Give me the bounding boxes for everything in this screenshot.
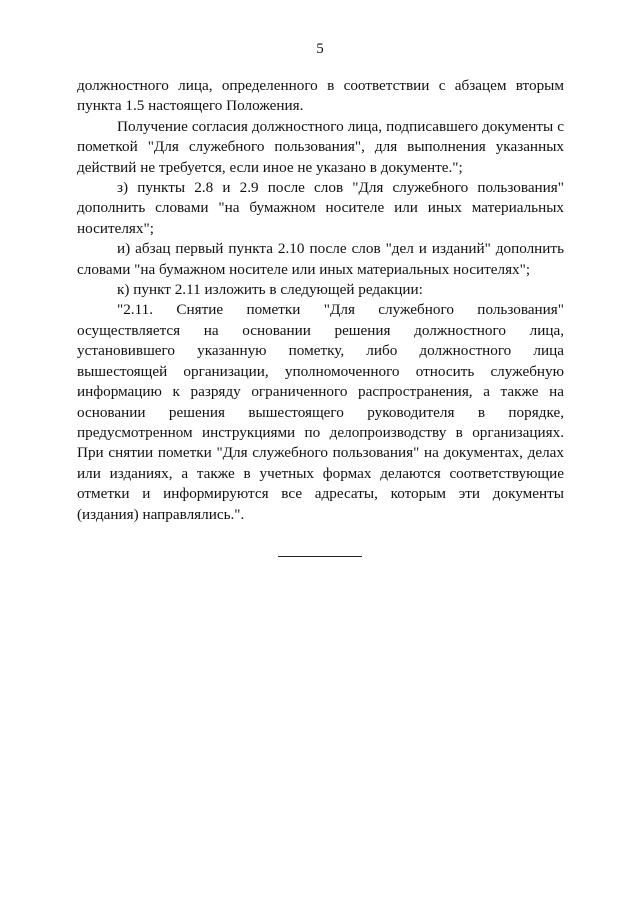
paragraph-item-z: з) пункты 2.8 и 2.9 после слов "Для служебного пользования" дополнить словами "на бумажном носителе или иных материальных носителях"; [77, 179, 564, 237]
document-body [77, 76, 564, 525]
paragraph-consent-note: Получение согласия должностного лица, подписавшего документы с пометкой "Для служебного пользования", для выполнения указанных действий не требуется, если иное не указано в документе."; [77, 117, 564, 176]
paragraph-item-k: к) пункт 2.11 изложить в следующей редакции: [117, 281, 423, 299]
page-number: 5 [316, 41, 324, 57]
paragraph-continuation: должностного лица, определенного в соответствии с абзацем вторым пункта 1.5 настоящего Положения. [77, 77, 564, 115]
paragraph-clause-2-11: "2.11. Снятие пометки "Для служебного пользования" осуществляется на основании решения должностного лица, установившего указанную пометку, либо должностного лица вышестоящей организации, уполномоченного относить служебную информацию к разряду ограниченного распространения, а также на основании решения вышестоящего руководителя в порядке, предусмотренном инструкциями по делопроизводству в организациях. При снятии пометки "Для служебного пользования" на документах, делах или изданиях, а также в учетных формах делаются соответствующие отметки и информируются все адресаты, которым эти документы (издания) направлялись.". [77, 301, 564, 523]
end-divider [278, 556, 362, 557]
paragraph-item-i: и) абзац первый пункта 2.10 после слов "дел и изданий" дополнить словами "на бумажном носителе или иных материальных носителях"; [77, 240, 564, 278]
